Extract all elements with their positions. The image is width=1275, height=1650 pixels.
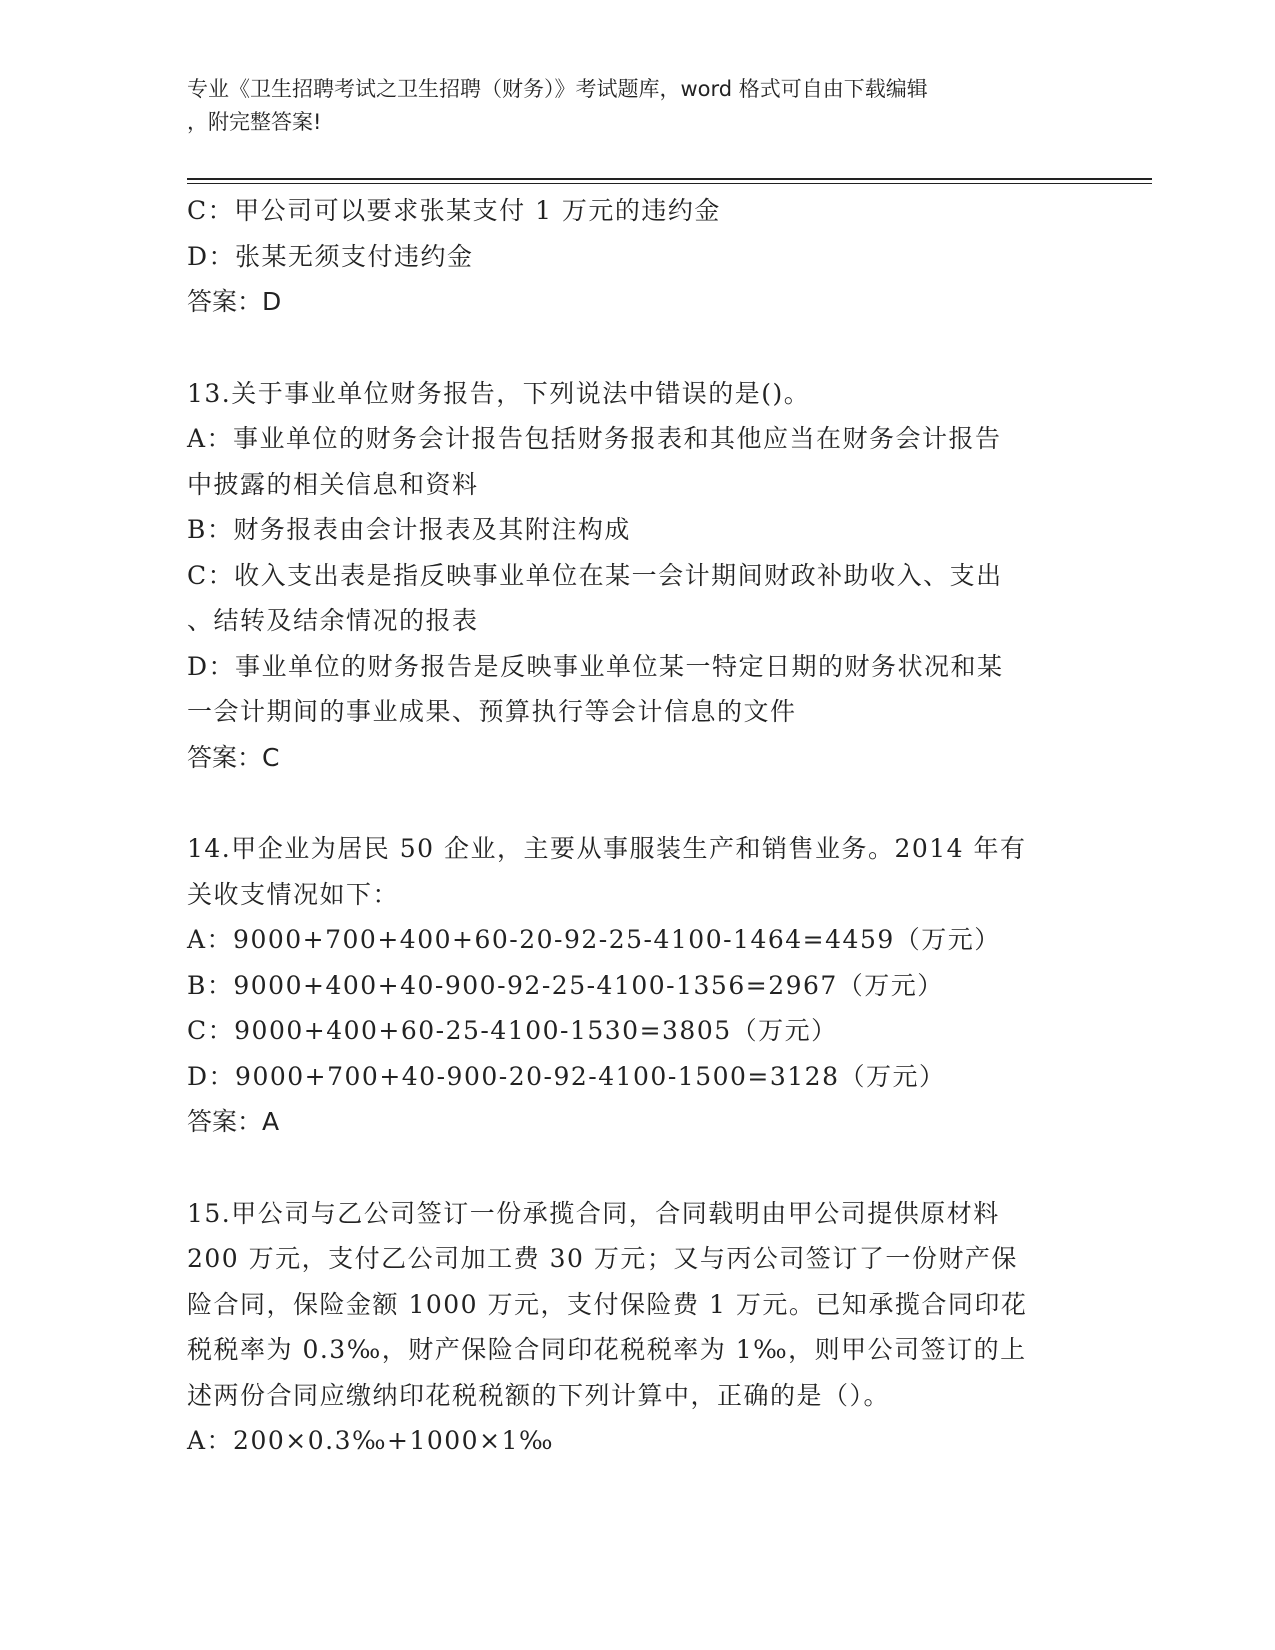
question-14 [187,826,1077,1145]
q15-stem-line-3: 险合同，保险金额 1000 万元，支付保险费 1 万元。已知承揽合同印花 [187,1289,1028,1319]
q13-answer: 答案：C [187,742,280,772]
spacer [187,780,1077,826]
q14-option-a: A：9000+700+400+60-20-92-25-4100-1464=4459（万元） [187,925,1001,954]
spacer [187,325,1077,371]
q14-answer: 答案：A [187,1107,280,1136]
q15-stem-line-1: 15.甲公司与乙公司签订一份承揽合同，合同载明由甲公司提供原材料 [187,1198,1000,1228]
q15-stem-line-4: 税税率为 0.3‰，财产保险合同印花税税率为 1‰，则甲公司签订的上 [187,1335,1027,1364]
q12-option-c: C：甲公司可以要求张某支付 1 万元的违约金 [187,196,721,225]
header-rule-thick [187,178,1152,180]
q13-stem: 13.关于事业单位财务报告，下列说法中错误的是()。 [187,378,811,408]
q12-answer: 答案：D [187,287,282,316]
document-body [187,188,1077,1464]
q15-stem-line-2: 200 万元，支付乙公司加工费 30 万元；又与丙公司签订了一份财产保 [187,1244,1018,1273]
q12-option-d: D：张某无须支付违约金 [187,241,474,271]
document-header [187,73,1067,139]
q13-option-a-line-1: A：事业单位的财务会计报告包括财务报表和其他应当在财务会计报告 [187,424,1002,453]
question-12 [187,188,1077,325]
q14-option-d: D：9000+700+40-900-20-92-4100-1500=3128（万元） [187,1061,946,1091]
q13-option-d-line-1: D：事业单位的财务报告是反映事业单位某一特定日期的财务状况和某 [187,651,1004,681]
q14-stem-line-2: 关收支情况如下： [187,879,400,909]
q14-stem-line-1: 14.甲企业为居民 50 企业，主要从事服装生产和销售业务。2014 年有 [187,834,1027,863]
q13-option-c-line-1: C：收入支出表是指反映事业单位在某一会计期间财政补助收入、支出 [187,560,1003,590]
question-13 [187,371,1077,781]
header-line-1: 专业《卫生招聘考试之卫生招聘（财务）》考试题库，word 格式可自由下载编辑 [187,77,928,101]
q15-stem-line-5: 述两份合同应缴纳印花税税额的下列计算中，正确的是（）。 [187,1380,891,1410]
q14-option-c: C：9000+400+60-25-4100-1530=3805（万元） [187,1016,838,1045]
q14-option-b: B：9000+400+40-900-92-25-4100-1356=2967（万元） [187,970,944,1000]
q13-option-b: B：财务报表由会计报表及其附注构成 [187,515,631,544]
q15-option-a: A：200×0.3‰+1000×1‰ [187,1426,554,1455]
q13-option-d-line-2: 一会计期间的事业成果、预算执行等会计信息的文件 [187,697,797,726]
q13-option-c-line-2: 、结转及结余情况的报表 [187,606,479,635]
header-rule-thin [187,183,1152,184]
question-15 [187,1191,1077,1464]
header-line-2: ，附完整答案! [187,110,322,134]
spacer [187,1145,1077,1191]
q13-option-a-line-2: 中披露的相关信息和资料 [187,469,479,499]
